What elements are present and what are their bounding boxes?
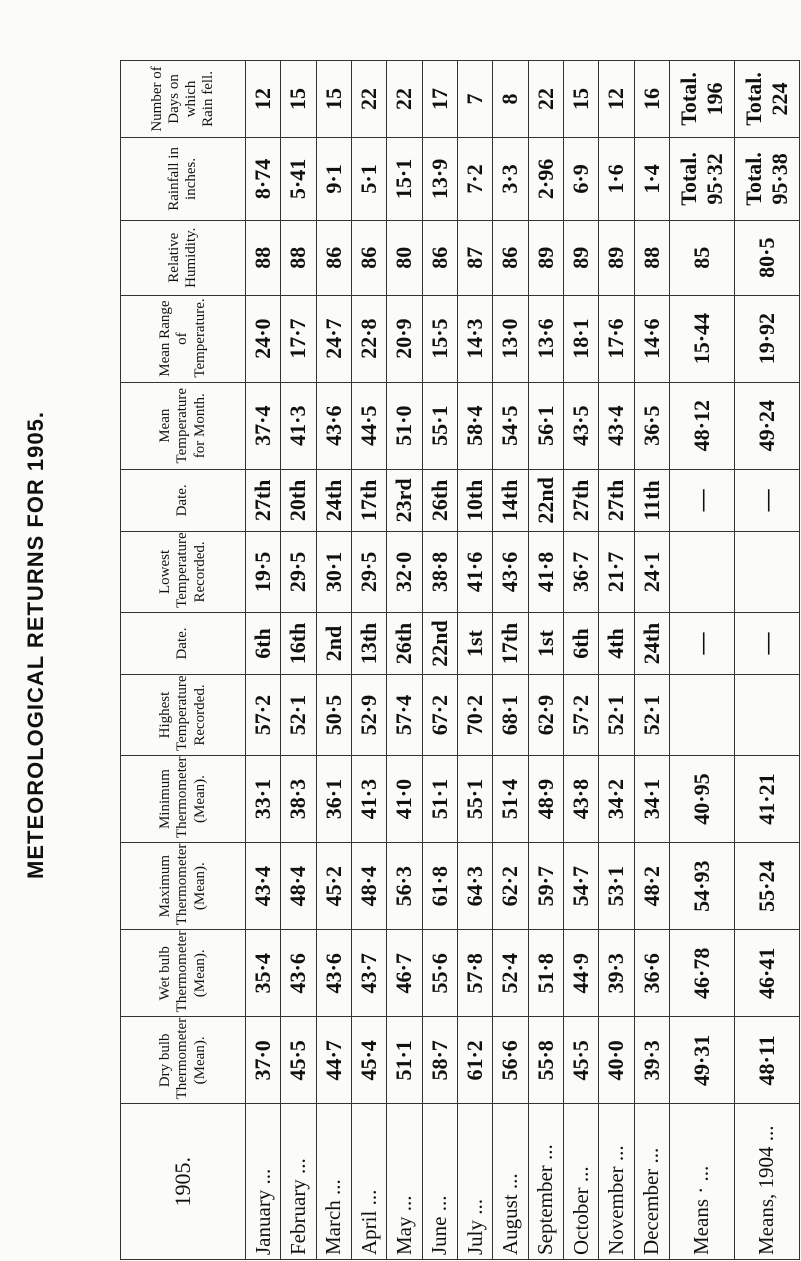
table-cell: 54·5 bbox=[493, 382, 528, 469]
table-cell: 86 bbox=[422, 220, 457, 295]
table-cell: 15·5 bbox=[422, 295, 457, 382]
table-cell: 12 bbox=[246, 61, 281, 138]
table-cell: 17th bbox=[351, 469, 386, 531]
table-cell: — bbox=[734, 469, 799, 531]
table-cell: 55·8 bbox=[528, 1017, 563, 1104]
table-cell: 34·1 bbox=[634, 755, 669, 842]
table-cell: 18·1 bbox=[563, 295, 598, 382]
page-title: METEOROLOGICAL RETURNS FOR 1905. bbox=[23, 411, 49, 879]
table-row bbox=[457, 61, 492, 1260]
table-cell: 15·44 bbox=[669, 295, 734, 382]
table-cell: 9·1 bbox=[316, 137, 351, 220]
column-header: Mean Range of Temperature. bbox=[121, 295, 246, 382]
table-cell: 64·3 bbox=[457, 843, 492, 930]
table-cell: 23rd bbox=[387, 469, 422, 531]
table-cell: 4th bbox=[599, 612, 634, 674]
month-label: September ... bbox=[528, 1104, 563, 1260]
table-cell: 88 bbox=[281, 220, 316, 295]
table-cell: 15 bbox=[563, 61, 598, 138]
column-header: Date. bbox=[121, 469, 246, 531]
table-cell: 22 bbox=[528, 61, 563, 138]
table-cell: 85 bbox=[669, 220, 734, 295]
table-cell: 15 bbox=[316, 61, 351, 138]
table-cell: 48·11 bbox=[734, 1017, 799, 1104]
table-cell: 48·4 bbox=[351, 843, 386, 930]
column-header: Lowest Temperature Recorded. bbox=[121, 531, 246, 612]
table-cell: 87 bbox=[457, 220, 492, 295]
table-cell: 55·6 bbox=[422, 930, 457, 1017]
table-cell: 15·1 bbox=[387, 137, 422, 220]
table-cell: 86 bbox=[316, 220, 351, 295]
column-header: Relative Humidity. bbox=[121, 220, 246, 295]
table-row bbox=[528, 61, 563, 1260]
table-cell: 27th bbox=[246, 469, 281, 531]
table-cell: 44·5 bbox=[351, 382, 386, 469]
table-row bbox=[563, 61, 598, 1260]
table-cell: 26th bbox=[422, 469, 457, 531]
table-cell: 41·8 bbox=[528, 531, 563, 612]
means-1904-row bbox=[734, 61, 799, 1260]
table-cell: 51·4 bbox=[493, 755, 528, 842]
table-cell: 36·6 bbox=[634, 930, 669, 1017]
table-cell: 38·3 bbox=[281, 755, 316, 842]
table-cell: 27th bbox=[563, 469, 598, 531]
table-cell: 35·4 bbox=[246, 930, 281, 1017]
table-cell: 44·7 bbox=[316, 1017, 351, 1104]
table-cell: 24·1 bbox=[634, 531, 669, 612]
table-cell: 56·3 bbox=[387, 843, 422, 930]
table-cell: 1st bbox=[457, 612, 492, 674]
month-label: August ... bbox=[493, 1104, 528, 1260]
table-cell: 13th bbox=[351, 612, 386, 674]
table-cell: 57·2 bbox=[563, 675, 598, 756]
table-cell: 11th bbox=[634, 469, 669, 531]
table-cell: 22·8 bbox=[351, 295, 386, 382]
table-cell: 41·3 bbox=[351, 755, 386, 842]
month-label: June ... bbox=[422, 1104, 457, 1260]
table-rotator bbox=[120, 60, 800, 1260]
table-cell: 21·7 bbox=[599, 531, 634, 612]
table-cell: 14·6 bbox=[634, 295, 669, 382]
table-cell: 41·6 bbox=[457, 531, 492, 612]
table-cell: 57·2 bbox=[246, 675, 281, 756]
table-cell: 14·3 bbox=[457, 295, 492, 382]
table-cell: 1st bbox=[528, 612, 563, 674]
table-cell: 43·4 bbox=[246, 843, 281, 930]
table-row bbox=[599, 61, 634, 1260]
table-cell: 22nd bbox=[528, 469, 563, 531]
table-cell: 33·1 bbox=[246, 755, 281, 842]
table-cell: 24th bbox=[316, 469, 351, 531]
table-cell: Total. 224 bbox=[734, 61, 799, 138]
table-cell: 48·2 bbox=[634, 843, 669, 930]
month-label: July ... bbox=[457, 1104, 492, 1260]
column-header: Rainfall in inches. bbox=[121, 137, 246, 220]
means-label: Means · ... bbox=[669, 1104, 734, 1260]
table-cell: 50·5 bbox=[316, 675, 351, 756]
table-cell: 52·1 bbox=[634, 675, 669, 756]
table-cell: 51·0 bbox=[387, 382, 422, 469]
month-label: December ... bbox=[634, 1104, 669, 1260]
table-cell: 37·0 bbox=[246, 1017, 281, 1104]
table-cell: 41·21 bbox=[734, 755, 799, 842]
table-cell: 7 bbox=[457, 61, 492, 138]
table-cell: 55·1 bbox=[457, 755, 492, 842]
table-cell: 13·9 bbox=[422, 137, 457, 220]
table-cell: 29·5 bbox=[351, 531, 386, 612]
table-cell: 45·2 bbox=[316, 843, 351, 930]
year-header: 1905. bbox=[121, 1104, 246, 1260]
column-header: Minimum Thermometer (Mean). bbox=[121, 755, 246, 842]
table-cell: 14th bbox=[493, 469, 528, 531]
table-cell: 13·0 bbox=[493, 295, 528, 382]
table-cell: 22 bbox=[351, 61, 386, 138]
table-wrapper bbox=[120, 60, 800, 1260]
table-row bbox=[493, 61, 528, 1260]
table-cell: 43·5 bbox=[563, 382, 598, 469]
table-cell: 45·5 bbox=[281, 1017, 316, 1104]
column-header: Highest Temperature Recorded. bbox=[121, 675, 246, 756]
means-row bbox=[669, 61, 734, 1260]
table-cell: 6th bbox=[563, 612, 598, 674]
table-cell: 17 bbox=[422, 61, 457, 138]
table-cell: 41·0 bbox=[387, 755, 422, 842]
table-cell: 22nd bbox=[422, 612, 457, 674]
table-cell: 43·6 bbox=[493, 531, 528, 612]
table-cell: 32·0 bbox=[387, 531, 422, 612]
table-cell: 57·4 bbox=[387, 675, 422, 756]
table-cell: 51·8 bbox=[528, 930, 563, 1017]
table-cell: 58·7 bbox=[422, 1017, 457, 1104]
table-cell bbox=[734, 531, 799, 612]
table-cell: 7·2 bbox=[457, 137, 492, 220]
table-cell: 5·1 bbox=[351, 137, 386, 220]
table-cell: — bbox=[669, 469, 734, 531]
table-row bbox=[246, 61, 281, 1260]
table-cell: 53·1 bbox=[599, 843, 634, 930]
table-cell: 51·1 bbox=[422, 755, 457, 842]
table-cell: 43·8 bbox=[563, 755, 598, 842]
column-header: Maximum Thermometer (Mean). bbox=[121, 843, 246, 930]
table-cell: 2·96 bbox=[528, 137, 563, 220]
table-cell: 27th bbox=[599, 469, 634, 531]
table-cell: 38·8 bbox=[422, 531, 457, 612]
table-cell: 52·9 bbox=[351, 675, 386, 756]
table-cell bbox=[734, 675, 799, 756]
table-cell: 19·92 bbox=[734, 295, 799, 382]
table-cell: 34·2 bbox=[599, 755, 634, 842]
table-cell: 16th bbox=[281, 612, 316, 674]
table-cell: 2nd bbox=[316, 612, 351, 674]
table-cell: 5·41 bbox=[281, 137, 316, 220]
table-cell: 40·0 bbox=[599, 1017, 634, 1104]
table-cell: 59·7 bbox=[528, 843, 563, 930]
column-header: Dry bulb Thermometer (Mean). bbox=[121, 1017, 246, 1104]
table-cell: Total. 95·38 bbox=[734, 137, 799, 220]
table-cell: 80·5 bbox=[734, 220, 799, 295]
table-cell: 12 bbox=[599, 61, 634, 138]
table-cell: 1·6 bbox=[599, 137, 634, 220]
table-cell: 67·2 bbox=[422, 675, 457, 756]
table-cell: 17·6 bbox=[599, 295, 634, 382]
table-cell: 88 bbox=[634, 220, 669, 295]
table-cell: 43·6 bbox=[316, 930, 351, 1017]
table-cell: 43·6 bbox=[281, 930, 316, 1017]
table-cell: 54·93 bbox=[669, 843, 734, 930]
table-cell: 48·12 bbox=[669, 382, 734, 469]
table-cell: 61·2 bbox=[457, 1017, 492, 1104]
table-cell: 55·24 bbox=[734, 843, 799, 930]
table-cell: 19·5 bbox=[246, 531, 281, 612]
table-cell: 86 bbox=[351, 220, 386, 295]
table-cell: 16 bbox=[634, 61, 669, 138]
table-cell: 58·4 bbox=[457, 382, 492, 469]
table-cell: 17th bbox=[493, 612, 528, 674]
table-cell: 20th bbox=[281, 469, 316, 531]
table-cell: 37·4 bbox=[246, 382, 281, 469]
table-cell: 43·4 bbox=[599, 382, 634, 469]
table-cell: 89 bbox=[528, 220, 563, 295]
table-cell: 45·5 bbox=[563, 1017, 598, 1104]
column-header: Number of Days on which Rain fell. bbox=[121, 61, 246, 138]
table-cell: 89 bbox=[599, 220, 634, 295]
table-cell: 49·31 bbox=[669, 1017, 734, 1104]
month-label: February ... bbox=[281, 1104, 316, 1260]
means-label: Means, 1904 ... bbox=[734, 1104, 799, 1260]
table-cell: 56·6 bbox=[493, 1017, 528, 1104]
table-cell: 43·6 bbox=[316, 382, 351, 469]
table-cell: 29·5 bbox=[281, 531, 316, 612]
table-cell: 45·4 bbox=[351, 1017, 386, 1104]
column-header: Date. bbox=[121, 612, 246, 674]
table-cell bbox=[669, 675, 734, 756]
table-cell: 89 bbox=[563, 220, 598, 295]
table-cell: 62·9 bbox=[528, 675, 563, 756]
table-cell: 36·1 bbox=[316, 755, 351, 842]
table-cell: 30·1 bbox=[316, 531, 351, 612]
table-cell: 70·2 bbox=[457, 675, 492, 756]
table-cell: 41·3 bbox=[281, 382, 316, 469]
table-cell: 55·1 bbox=[422, 382, 457, 469]
table-row bbox=[387, 61, 422, 1260]
table-cell: 24·0 bbox=[246, 295, 281, 382]
table-cell: 26th bbox=[387, 612, 422, 674]
table-cell: 1·4 bbox=[634, 137, 669, 220]
table-cell: 40·95 bbox=[669, 755, 734, 842]
table-cell: 48·4 bbox=[281, 843, 316, 930]
month-label: November ... bbox=[599, 1104, 634, 1260]
column-header: Wet bulb Thermometer (Mean). bbox=[121, 930, 246, 1017]
table-cell: 56·1 bbox=[528, 382, 563, 469]
table-cell: 88 bbox=[246, 220, 281, 295]
table-cell: 36·7 bbox=[563, 531, 598, 612]
table-cell: 68·1 bbox=[493, 675, 528, 756]
table-cell: 6·9 bbox=[563, 137, 598, 220]
table-cell: 36·5 bbox=[634, 382, 669, 469]
table-cell: 17·7 bbox=[281, 295, 316, 382]
table-cell: 57·8 bbox=[457, 930, 492, 1017]
table-cell: 52·1 bbox=[281, 675, 316, 756]
table-cell: 48·9 bbox=[528, 755, 563, 842]
table-cell: 20·9 bbox=[387, 295, 422, 382]
meteorological-returns-table bbox=[120, 60, 800, 1260]
table-cell: 6th bbox=[246, 612, 281, 674]
month-label: May ... bbox=[387, 1104, 422, 1260]
table-cell: Total. 196 bbox=[669, 61, 734, 138]
table-cell: 52·4 bbox=[493, 930, 528, 1017]
table-cell: 24th bbox=[634, 612, 669, 674]
month-label: January ... bbox=[246, 1104, 281, 1260]
table-cell: 39·3 bbox=[599, 930, 634, 1017]
table-cell: 46·78 bbox=[669, 930, 734, 1017]
month-label: April ... bbox=[351, 1104, 386, 1260]
month-label: March ... bbox=[316, 1104, 351, 1260]
table-cell: 43·7 bbox=[351, 930, 386, 1017]
table-cell: 24·7 bbox=[316, 295, 351, 382]
table-row bbox=[281, 61, 316, 1260]
table-cell: 52·1 bbox=[599, 675, 634, 756]
table-cell: 51·1 bbox=[387, 1017, 422, 1104]
table-cell: 80 bbox=[387, 220, 422, 295]
table-cell: 10th bbox=[457, 469, 492, 531]
table-cell: 15 bbox=[281, 61, 316, 138]
header-row bbox=[121, 61, 246, 1260]
table-cell: 54·7 bbox=[563, 843, 598, 930]
table-cell: 49·24 bbox=[734, 382, 799, 469]
table-cell: 8·74 bbox=[246, 137, 281, 220]
table-row bbox=[634, 61, 669, 1260]
table-row bbox=[316, 61, 351, 1260]
table-cell: 61·8 bbox=[422, 843, 457, 930]
month-label: October ... bbox=[563, 1104, 598, 1260]
table-cell: 86 bbox=[493, 220, 528, 295]
table-cell: 8 bbox=[493, 61, 528, 138]
table-cell: Total. 95·32 bbox=[669, 137, 734, 220]
table-cell bbox=[669, 531, 734, 612]
table-cell: 44·9 bbox=[563, 930, 598, 1017]
table-row bbox=[422, 61, 457, 1260]
table-cell: 39·3 bbox=[634, 1017, 669, 1104]
table-cell: — bbox=[669, 612, 734, 674]
table-cell: 46·41 bbox=[734, 930, 799, 1017]
column-header: Mean Temperature for Month. bbox=[121, 382, 246, 469]
table-cell: 3·3 bbox=[493, 137, 528, 220]
table-cell: 13·6 bbox=[528, 295, 563, 382]
table-cell: 22 bbox=[387, 61, 422, 138]
table-cell: — bbox=[734, 612, 799, 674]
table-row bbox=[351, 61, 386, 1260]
table-cell: 62·2 bbox=[493, 843, 528, 930]
table-cell: 46·7 bbox=[387, 930, 422, 1017]
